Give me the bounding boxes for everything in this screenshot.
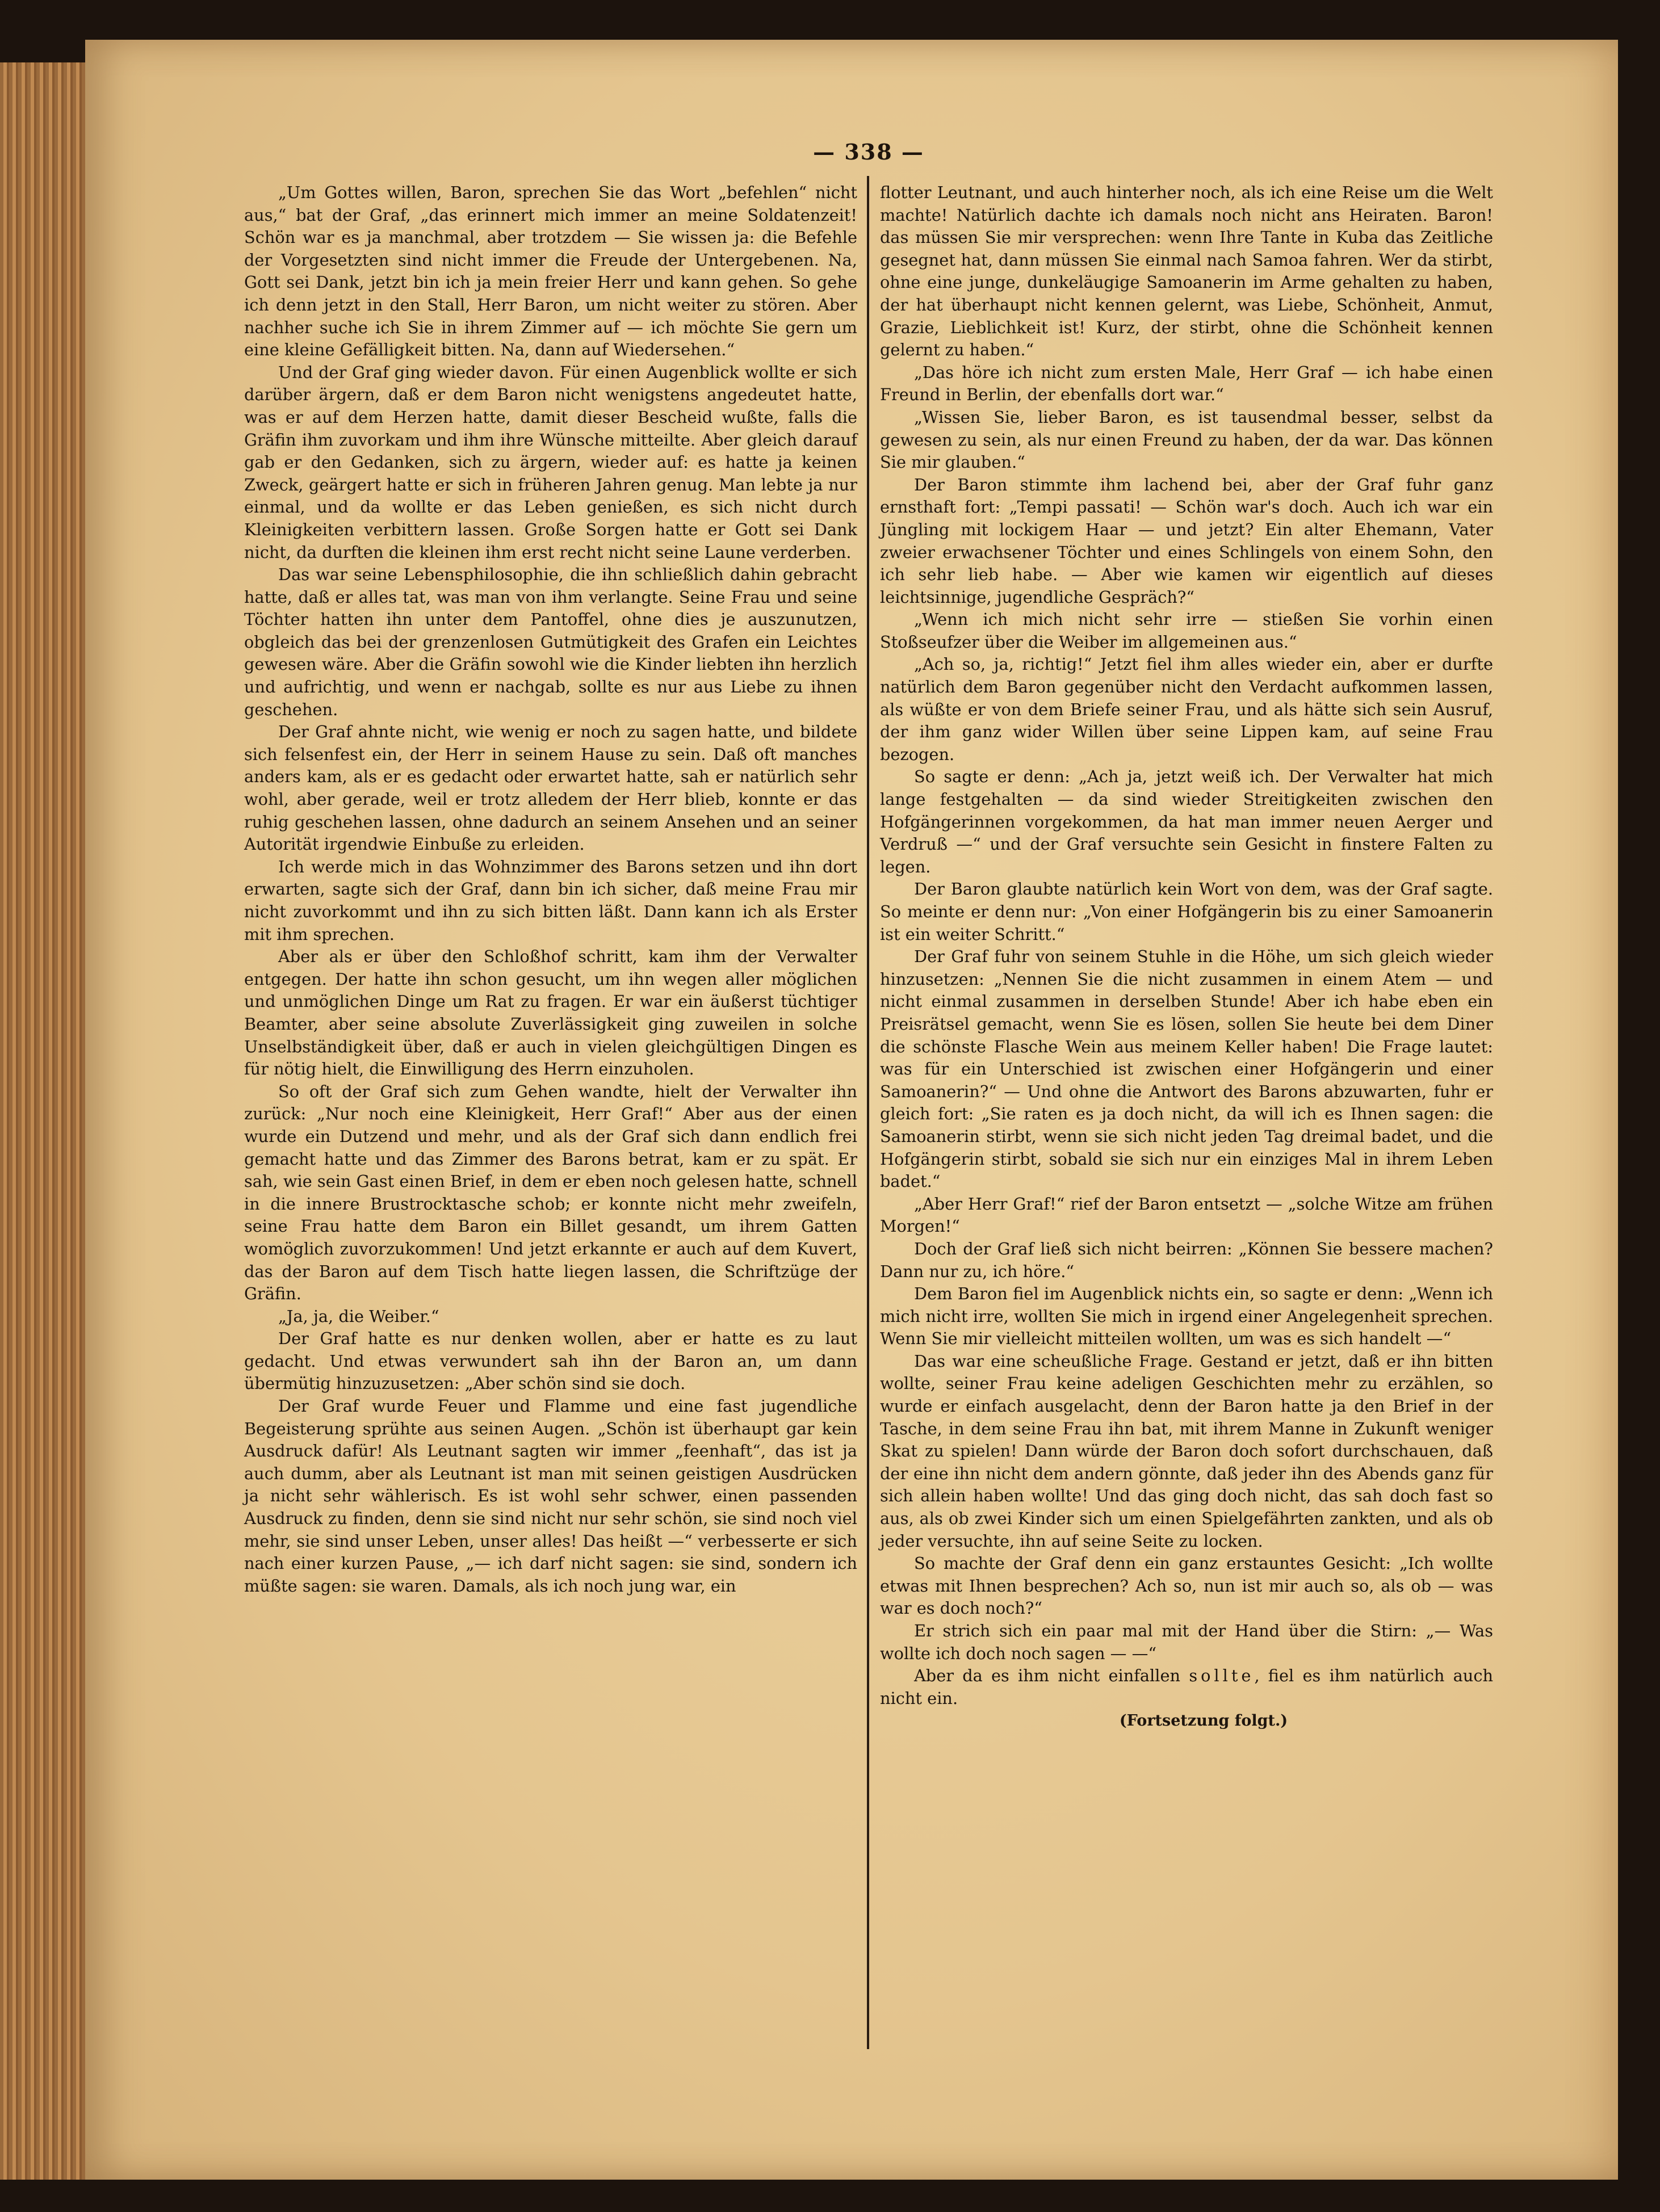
paragraph: „Ja, ja, die Weiber.“ — [278, 1306, 439, 1326]
emphasized-word: sollte — [1189, 1666, 1255, 1686]
paragraph: Der Graf fuhr von seinem Stuhle in die Höhe, um sich gleich wieder hinzusetzen: „Nennen Sie die nicht zusammen in einem Atem — und nicht einmal zusammen in derselben Stunde! Aber ich habe eben ein Preisrätsel gemacht, wenn Sie es lösen, sollen Sie heute bei dem Diner die schönste Flasche Wein aus meinem Keller haben! Die Frage lautet: was für ein Unterschied ist zwischen einer Hofgängerin und einer Samoanerin?“ — Und ohne die Antwort des Barons abzuwarten, fuhr er gleich fort: „Sie raten es ja doch nicht, da will ich es Ihnen sagen: die Samoanerin stirbt, wenn sie sich nicht jeden Tag dreimal badet, und die Hofgängerin stirbt, sobald sie sich nur ein einziges Mal in ihrem Leben badet.“ — [880, 947, 1493, 1191]
paragraph: Der Baron glaubte natürlich kein Wort von dem, was der Graf sagte. So meinte er denn nur: „Von einer Hofgängerin bis zu einer Samoanerin ist ein weiter Schritt.“ — [880, 879, 1493, 944]
paragraph: „Wenn ich mich nicht sehr irre — stießen Sie vorhin einen Stoßseufzer über die Weiber im allgemeinen aus.“ — [880, 610, 1493, 652]
left-column — [244, 182, 857, 1597]
paragraph: „Ach so, ja, richtig!“ Jetzt fiel ihm alles wieder ein, aber er durfte natürlich dem Baron gegenüber nicht den Verdacht aufkommen lassen, als wüßte er von dem Briefe seiner Frau, und als hätte sich sein Ausruf, der ihm ganz wider Willen über seine Lippen kam, auf seine Frau bezogen. — [880, 654, 1493, 764]
paragraph: Doch der Graf ließ sich nicht beirren: „Können Sie bessere machen? Dann nur zu, ich höre.“ — [880, 1239, 1493, 1281]
last-paragraph — [880, 1665, 1493, 1710]
right-column — [880, 182, 1493, 1732]
paragraph: flotter Leutnant, und auch hinterher noch, als ich eine Reise um die Welt machte! Natürlich dachte ich damals noch nicht ans Heiraten. Baron! das müssen Sie mir versprechen: wenn Ihre Tante in Kuba das Zeitliche gesegnet hat, dann müssen Sie einmal nach Samoa fahren. Wer da stirbt, ohne eine junge, dunkeläugige Samoanerin im Arme gehalten zu haben, der hat überhaupt nicht kennen gelernt, was Liebe, Schönheit, Anmut, Grazie, Lieblichkeit ist! Kurz, der stirbt, ohne die Schönheit kennen gelernt zu haben.“ — [880, 183, 1493, 360]
last-paragraph-end: , fiel es ihm natürlich auch nicht ein. — [880, 1666, 1493, 1708]
paragraph: „Aber Herr Graf!“ rief der Baron entsetzt — „solche Witze am frühen Morgen!“ — [880, 1194, 1493, 1236]
paragraph: Der Baron stimmte ihm lachend bei, aber der Graf fuhr ganz ernsthaft fort: „Tempi passati! — Schön war's doch. Auch ich war ein Jüngling mit lockigem Haar — und jetzt? Ein alter Ehemann, Vater zweier erwachsener Töchter und eines Schlingels von einem Sohn, den ich sehr lieb habe. — Aber wie kamen wir eigentlich auf dieses leichtsinnige, jugendliche Gespräch?“ — [880, 475, 1493, 607]
paragraph: Das war eine scheußliche Frage. Gestand er jetzt, daß er ihn bitten wollte, seiner Frau keine adeligen Geschichten mehr zu erzählen, so wurde er einfach ausgelacht, denn der Baron hatte ja den Brief in der Tasche, in dem seine Frau ihn bat, mit ihrem Manne in Zukunft weniger Skat zu spielen! Dann würde der Baron doch sofort durchschauen, daß der eine ihn nicht dem andern gönnte, daß jeder ihn des Abends ganz für sich allein haben wollte! Und das ging doch nicht, das sah doch fast so aus, als ob zwei Kinder sich um einen Spielgefährten zankten, und als ob jeder versuchte, ihn auf seine Seite zu locken. — [880, 1351, 1493, 1551]
continuation-note: (Fortsetzung folgt.) — [1119, 1712, 1288, 1730]
paragraph: So oft der Graf sich zum Gehen wandte, hielt der Verwalter ihn zurück: „Nur noch eine Kleinigkeit, Herr Graf!“ Aber aus der einen wurde ein Dutzend und mehr, und als der Graf sich dann endlich frei gemacht hatte und das Zimmer des Barons betrat, kam er zu spät. Er sah, wie sein Gast einen Brief, in dem er eben noch gelesen hatte, schnell in die innere Brustrocktasche schob; er konnte nicht mehr zweifeln, seine Frau hatte dem Baron ein Billet gesandt, um ihrem Gatten womöglich zuvorzukommen! Und jetzt erkannte er auch auf dem Kuvert, das der Baron auf dem Tisch hatte liegen lassen, die Schriftzüge der Gräfin. — [244, 1081, 857, 1304]
paragraph: Der Graf wurde Feuer und Flamme und eine fast jugendliche Begeisterung sprühte aus seinen Augen. „Schön ist überhaupt gar kein Ausdruck dafür! Als Leutnant sagten wir immer „feenhaft“, das ist ja auch dumm, aber als Leutnant ist man mit seinen geistigen Ausdrücken ja nicht sehr wählerisch. Es ist wohl sehr schwer, einen passenden Ausdruck zu finden, denn sie sind nicht nur sehr schön, sie sind noch viel mehr, sie sind unser Leben, unser alles! Das heißt —“ verbesserte er sich nach einer kurzen Pause, „— ich darf nicht sagen: sie sind, sondern ich müßte sagen: sie waren. Damals, als ich noch jung war, ein — [244, 1396, 857, 1596]
paragraph: Er strich sich ein paar mal mit der Hand über die Stirn: „— Was wollte ich doch noch sagen — —“ — [880, 1621, 1493, 1663]
paragraph: Ich werde mich in das Wohnzimmer des Barons setzen und ihn dort erwarten, sagte sich der Graf, dann bin ich sicher, daß meine Frau mir nicht zuvorkommt und ihn zu sich bitten läßt. Dann kann ich als Erster mit ihm sprechen. — [244, 857, 857, 944]
page-number: — 338 — — [813, 139, 924, 165]
column-divider — [867, 176, 869, 2049]
paragraph: Der Graf ahnte nicht, wie wenig er noch zu sagen hatte, und bildete sich felsenfest ein, der Herr in seinem Hause zu sein. Daß oft manches anders kam, als er es gedacht oder erwartet hatte, sah er natürlich sehr wohl, aber gerade, weil er trotz alledem der Herr blieb, konnte er das ruhig geschehen lassen, ohne dadurch an seinem Ansehen und an seiner Autorität irgendwie Einbuße zu erleiden. — [244, 722, 857, 854]
paragraph: „Das höre ich nicht zum ersten Male, Herr Graf — ich habe einen Freund in Berlin, der ebenfalls dort war.“ — [880, 362, 1493, 405]
paragraph: Aber als er über den Schloßhof schritt, kam ihm der Verwalter entgegen. Der hatte ihn schon gesucht, um ihn wegen aller möglichen und unmöglichen Dinge um Rat zu fragen. Er war ein äußerst tüchtiger Beamter, aber seine absolute Zuverlässigkeit ging zuweilen in solche Unselbständigkeit über, daß er auch in vielen gleichgültigen Dingen es für nötig hielt, die Einwilligung des Herrn einzuholen. — [244, 947, 857, 1079]
paragraph: Dem Baron fiel im Augenblick nichts ein, so sagte er denn: „Wenn ich mich nicht irre, wollten Sie mich in irgend einer Angelegenheit sprechen. Wenn Sie mir vielleicht mitteilen wollten, um was es sich handelt —“ — [880, 1284, 1493, 1349]
paragraph: „Um Gottes willen, Baron, sprechen Sie das Wort „befehlen“ nicht aus,“ bat der Graf, „das erinnert mich immer an meine Soldatenzeit! Schön war es ja manchmal, aber trotzdem — Sie wissen ja: die Befehle der Vorgesetzten sind nicht immer die Freude der Untergebenen. Na, Gott sei Dank, jetzt bin ich ja mein freier Herr und kann gehen. So gehe ich denn jetzt in den Stall, Herr Baron, um nicht weiter zu stören. Aber nachher suche ich Sie in ihrem Zimmer auf — ich möchte Sie gern um eine kleine Gefälligkeit bitten. Na, dann auf Wiedersehen.“ — [244, 183, 857, 360]
paragraph: „Wissen Sie, lieber Baron, es ist tausendmal besser, selbst da gewesen zu sein, als nur einen Freund zu haben, der da war. Das können Sie mir glauben.“ — [880, 407, 1493, 472]
last-paragraph-start: Aber da es ihm nicht einfallen — [914, 1666, 1181, 1686]
paragraph: So machte der Graf denn ein ganz erstauntes Gesicht: „Ich wollte etwas mit Ihnen besprechen? Ach so, nun ist mir auch so, als ob — was war es doch noch?“ — [880, 1554, 1493, 1618]
paragraph: So sagte er denn: „Ach ja, jetzt weiß ich. Der Verwalter hat mich lange festgehalten — da sind wieder Streitigkeiten zwischen den Hofgängerinnen vorgekommen, da hat man immer neuen Aerger und Verdruß —“ und der Graf versuchte sein Gesicht in finstere Falten zu legen. — [880, 767, 1493, 876]
paragraph: Und der Graf ging wieder davon. Für einen Augenblick wollte er sich darüber ärgern, daß er dem Baron nicht wenigstens angedeutet hatte, was er auf dem Herzen hatte, damit dieser Bescheid wußte, falls die Gräfin ihm zuvorkam und ihm ihre Wünsche mitteilte. Aber gleich darauf gab er den Gedanken, sich zu ärgern, wieder auf: es hatte ja keinen Zweck, geärgert hatte er sich in früheren Jahren genug. Man lebte ja nur einmal, und da wollte er das Leben genießen, es sich nicht durch Kleinigkeiten verbittern lassen. Große Sorgen hatte er Gott sei Dank nicht, da durften die kleinen ihm erst recht nicht seine Laune verderben. — [244, 362, 857, 562]
paragraph: Das war seine Lebensphilosophie, die ihn schließlich dahin gebracht hatte, daß er alles tat, was man von ihm verlangte. Seine Frau und seine Töchter hatten ihn unter dem Pantoffel, ohne dies je auszunutzen, obgleich das bei der grenzenlosen Gutmütigkeit des Grafen ein Leichtes gewesen wäre. Aber die Gräfin sowohl wie die Kinder liebten ihn herzlich und aufrichtig, und wenn er nachgab, sollte es nur aus Liebe zu ihnen geschehen. — [244, 565, 857, 719]
book-page-edges — [0, 62, 91, 2180]
paragraph: Der Graf hatte es nur denken wollen, aber er hatte es zu laut gedacht. Und etwas verwundert sah ihn der Baron an, um dann übermütig hinzuzusetzen: „Aber schön sind sie doch. — [244, 1329, 857, 1393]
